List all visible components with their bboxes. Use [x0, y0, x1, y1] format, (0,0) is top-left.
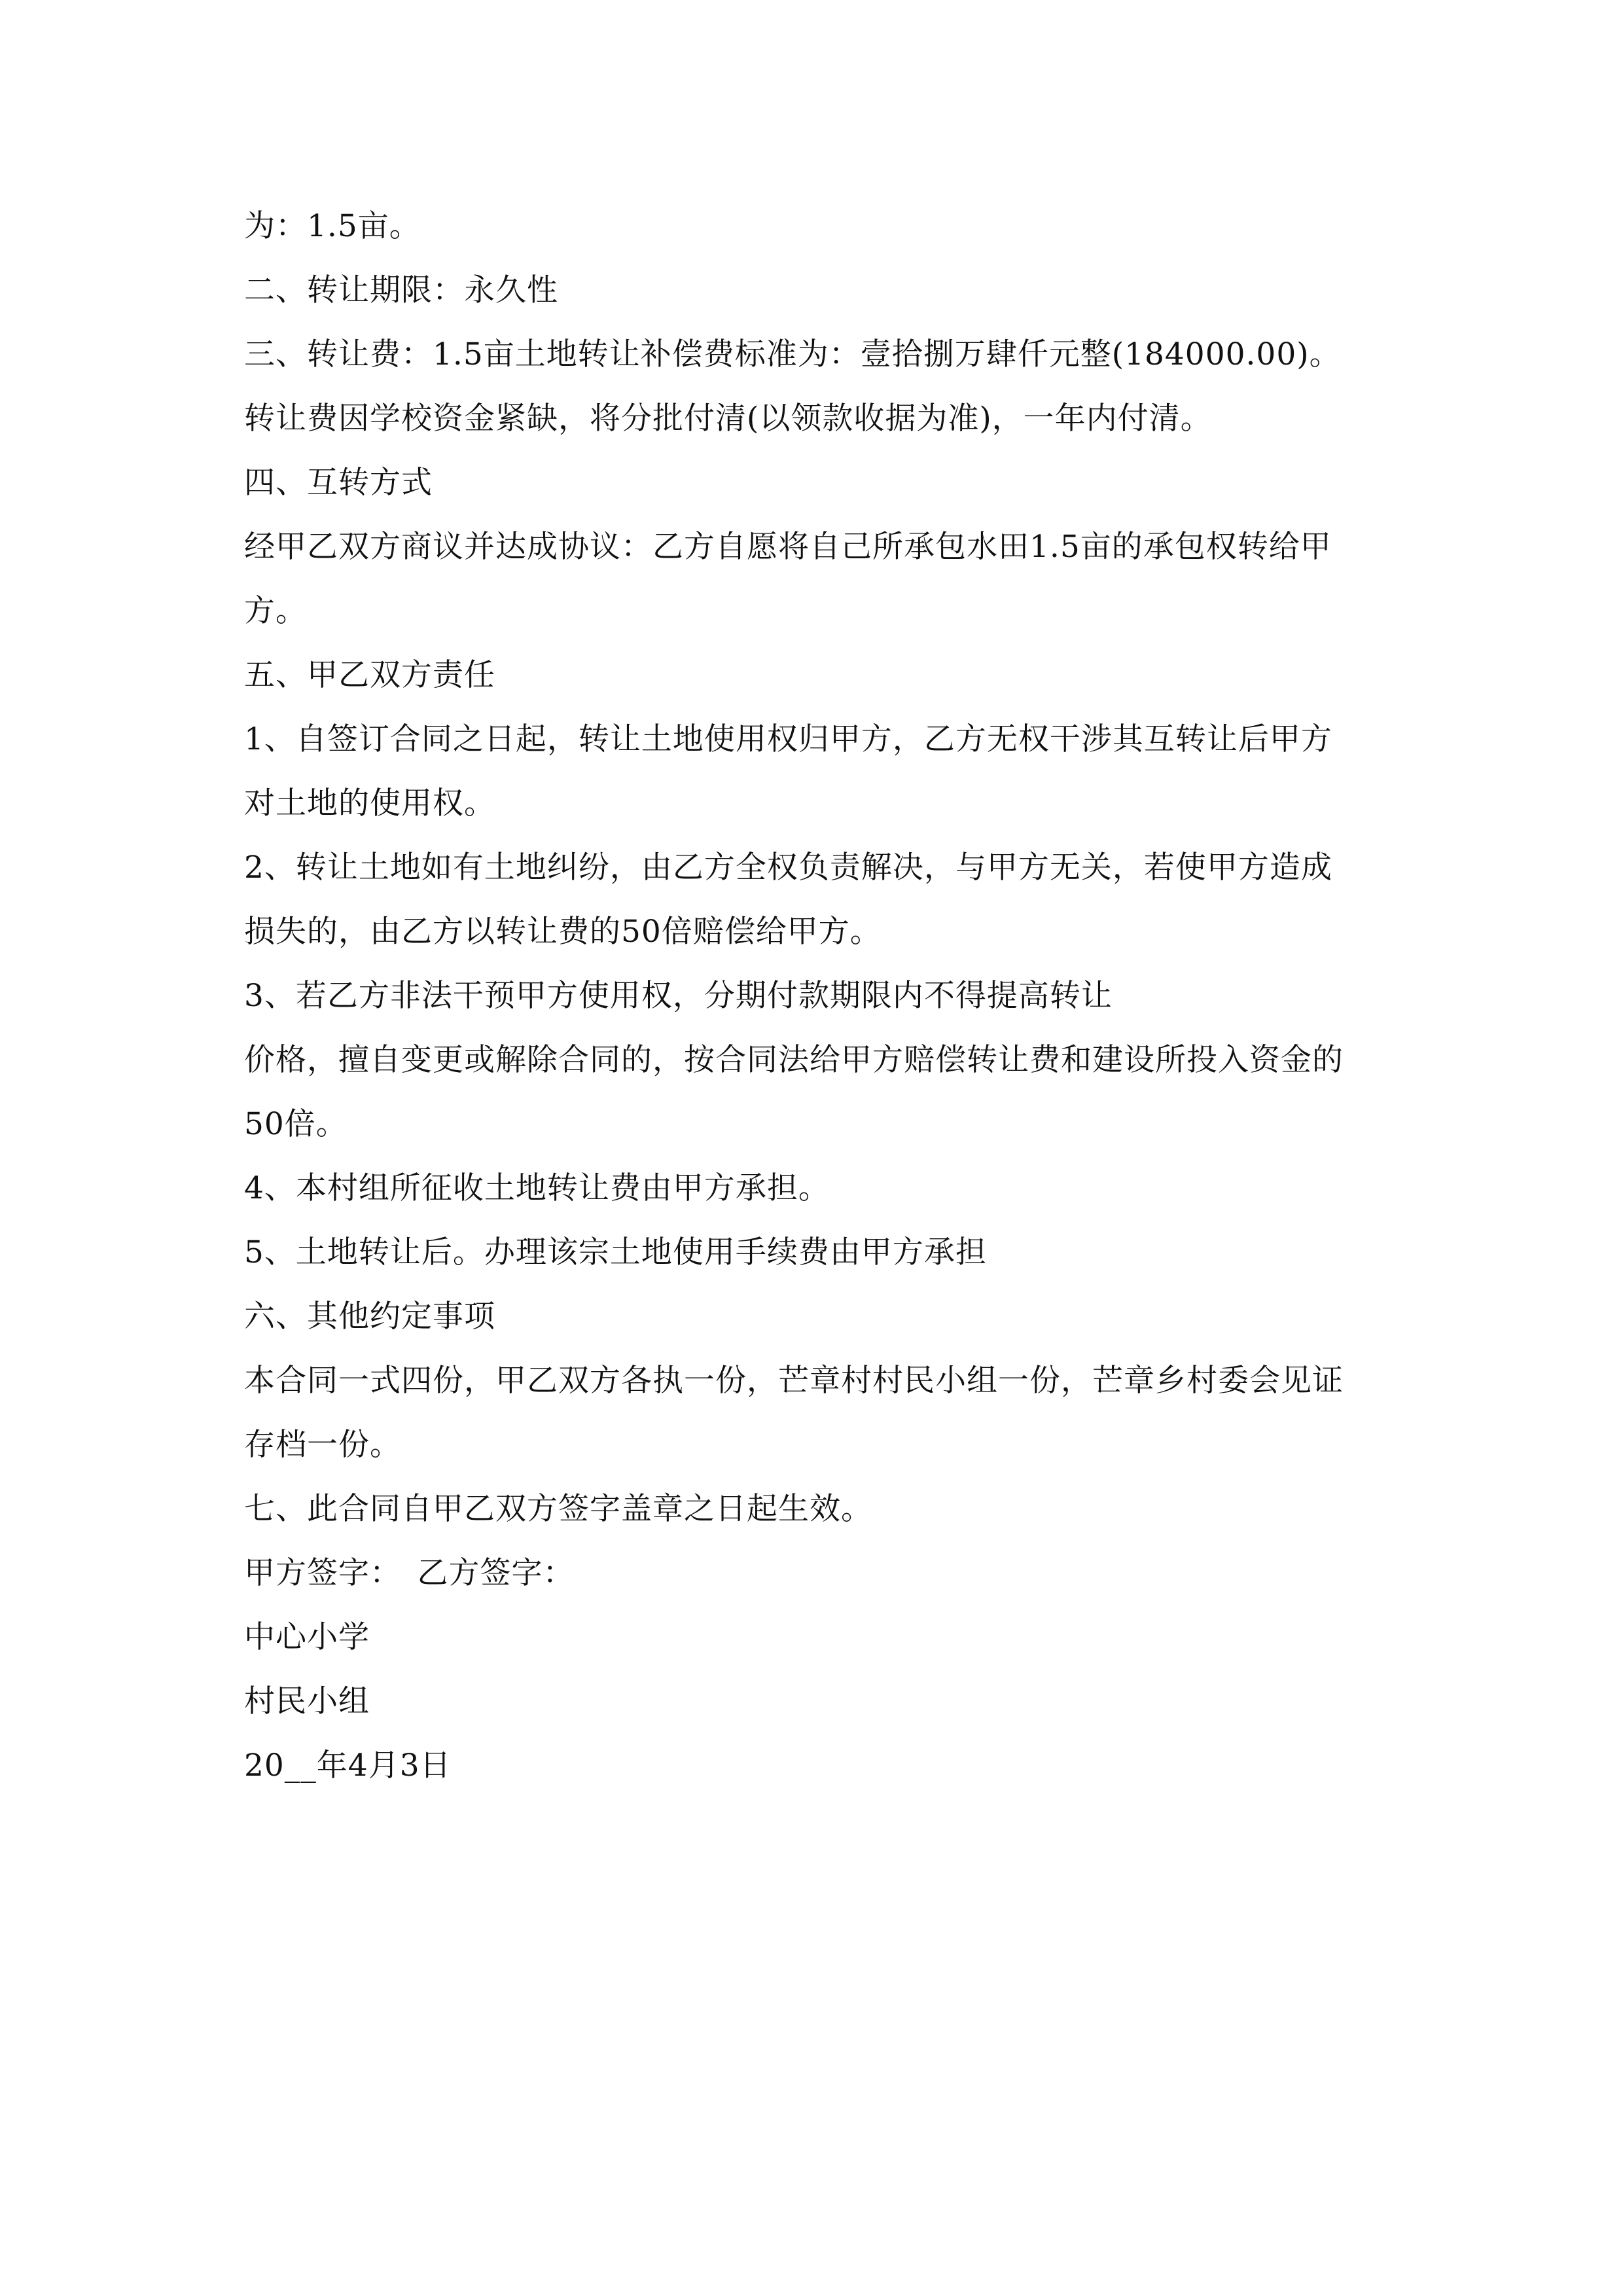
text-line: 价格，擅自变更或解除合同的，按合同法给甲方赔偿转让费和建设所投入资金的	[244, 1042, 1344, 1078]
text-line: 5、土地转让后。办理该宗土地使用手续费由甲方承担	[244, 1234, 987, 1270]
party-a-name: 中心小学	[244, 1619, 370, 1655]
text-line: 为：1.5亩。	[244, 208, 421, 244]
section-heading: 四、互转方式	[244, 465, 433, 501]
text-line: 方。	[244, 593, 307, 629]
text-line: 1、自签订合同之日起，转让土地使用权归甲方，乙方无权干涉其互转让后甲方	[244, 721, 1332, 757]
text-line: 转让费因学校资金紧缺，将分批付清(以领款收据为准)，一年内付清。	[244, 401, 1212, 437]
section-heading: 二、转让期限：永久性	[244, 272, 558, 308]
text-line: 4、本村组所征收土地转让费由甲方承担。	[244, 1170, 830, 1206]
signing-date: 20__年4月3日	[244, 1748, 452, 1784]
text-line: 存档一份。	[244, 1427, 401, 1463]
text-line: 2、转让土地如有土地纠纷，由乙方全权负责解决，与甲方无关，若使甲方造成	[244, 850, 1332, 886]
text-line: 对土地的使用权。	[244, 785, 495, 821]
section-heading: 六、其他约定事项	[244, 1299, 495, 1335]
party-b-name: 村民小组	[244, 1683, 370, 1719]
signature-labels: 甲方签字： 乙方签字：	[244, 1555, 575, 1591]
section-heading: 三、转让费：1.5亩土地转让补偿费标准为：壹拾捌万肆仟元整(184000.00)。	[244, 336, 1341, 372]
text-line: 本合同一式四份，甲乙双方各执一份，芒章村村民小组一份，芒章乡村委会见证	[244, 1363, 1344, 1399]
text-line: 50倍。	[244, 1106, 348, 1142]
text-line: 损失的，由乙方以转让费的50倍赔偿给甲方。	[244, 914, 882, 950]
text-line: 经甲乙双方商议并达成协议：乙方自愿将自己所承包水田1.5亩的承包权转给甲	[244, 529, 1332, 565]
section-heading: 五、甲乙双方责任	[244, 657, 495, 693]
section-heading: 七、此合同自甲乙双方签字盖章之日起生效。	[244, 1491, 872, 1527]
text-line: 3、若乙方非法干预甲方使用权，分期付款期限内不得提高转让	[244, 978, 1113, 1014]
